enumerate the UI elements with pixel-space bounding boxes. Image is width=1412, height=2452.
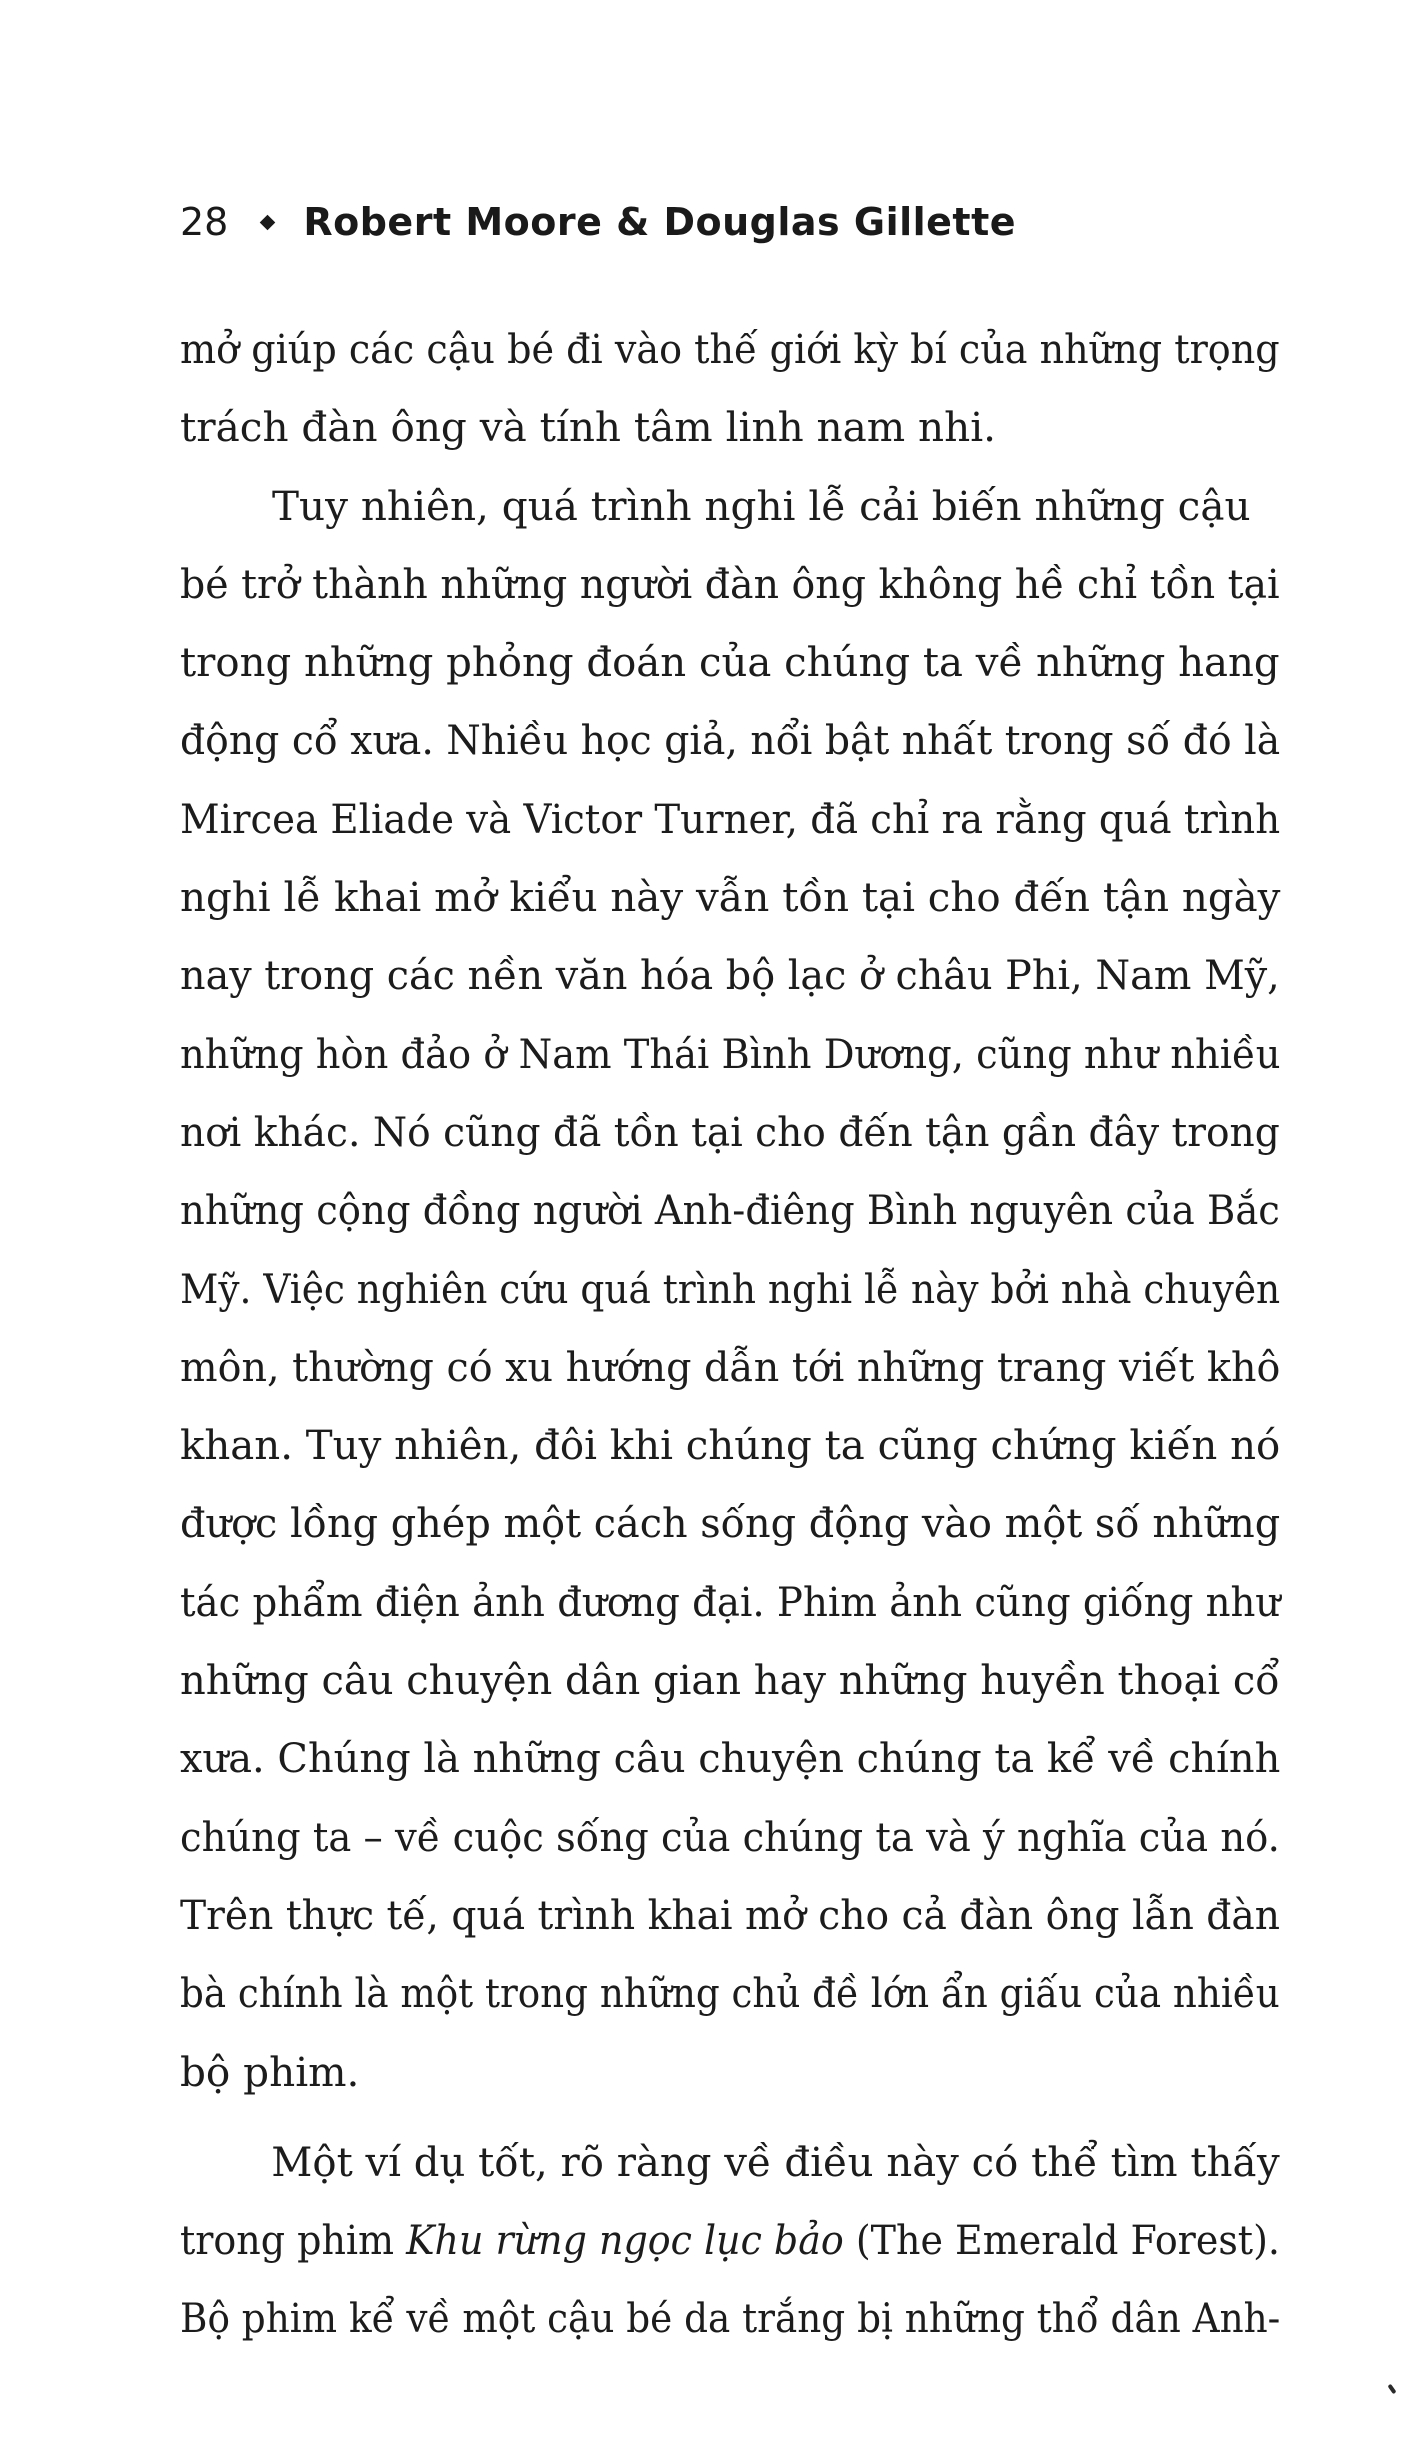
text-line: Mircea Eliade và Victor Turner, đã chỉ ra rằng quá trình xyxy=(180,794,1281,843)
text-line: những cộng đồng người Anh-điêng Bình nguyên của Bắc xyxy=(180,1186,1280,1235)
text-line: Bộ phim kể về một cậu bé da trắng bị những thổ dân Anh- xyxy=(180,2294,1281,2343)
text-line: được lồng ghép một cách sống động vào một số những xyxy=(180,1499,1281,1548)
book-authors: Robert Moore & Douglas Gillette xyxy=(303,200,1017,244)
body-text xyxy=(180,310,1280,2358)
text-line: Mỹ. Việc nghiên cứu quá trình nghi lễ này bởi nhà chuyên xyxy=(180,1264,1281,1313)
text-line: tác phẩm điện ảnh đương đại. Phim ảnh cũng giống như xyxy=(180,1577,1281,1626)
text-line: môn, thường có xu hướng dẫn tới những trang viết khô xyxy=(180,1342,1281,1391)
text-line: bé trở thành những người đàn ông không hề chỉ tồn tại xyxy=(180,559,1280,608)
text-line: Trên thực tế, quá trình khai mở cho cả đàn ông lẫn đàn xyxy=(180,1890,1281,1939)
running-header xyxy=(180,192,1016,252)
diamond-icon xyxy=(260,214,276,230)
text-line: Một ví dụ tốt, rõ ràng về điều này có thể tìm thấy xyxy=(271,2137,1280,2186)
text-line: mở giúp các cậu bé đi vào thế giới kỳ bí của những trọng xyxy=(180,325,1280,373)
text-line: khan. Tuy nhiên, đôi khi chúng ta cũng chứng kiến nó xyxy=(180,1421,1281,1470)
text-line: chúng ta – về cuộc sống của chúng ta và ý nghĩa của nó. xyxy=(180,1812,1280,1861)
text-line: Tuy nhiên, quá trình nghi lễ cải biến những cậu xyxy=(272,481,1251,530)
text-line-with-film-title xyxy=(180,2201,1280,2279)
text-line: trách đàn ông và tính tâm linh nam nhi. xyxy=(180,403,997,452)
text-line: động cổ xưa. Nhiều học giả, nổi bật nhất trong số đó là xyxy=(180,716,1281,765)
text-line: nghi lễ khai mở kiểu này vẫn tồn tại cho đến tận ngày xyxy=(180,873,1281,922)
text-line: bà chính là một trong những chủ đề lớn ẩn giấu của nhiều xyxy=(180,1969,1280,2018)
text-line: nay trong các nền văn hóa bộ lạc ở châu Phi, Nam Mỹ, xyxy=(180,951,1280,1000)
text-line: bộ phim. xyxy=(180,2047,360,2096)
film-title: Khu rừng ngọc lục bảo xyxy=(406,2216,844,2265)
paragraph-2 xyxy=(180,467,1280,2111)
text-line: trong những phỏng đoán của chúng ta về những hang xyxy=(180,638,1280,687)
text-line: những câu chuyện dân gian hay những huyền thoại cổ xyxy=(180,1656,1280,1705)
page-number: 28 xyxy=(180,200,229,244)
text-segment: trong phim xyxy=(180,2216,407,2265)
text-line: xưa. Chúng là những câu chuyện chúng ta kể về chính xyxy=(180,1734,1281,1783)
text-line: nơi khác. Nó cũng đã tồn tại cho đến tận gần đây trong xyxy=(180,1107,1280,1156)
page-edge-mark xyxy=(1387,2384,1396,2394)
text-line: những hòn đảo ở Nam Thái Bình Dương, cũng như nhiều xyxy=(180,1029,1281,1078)
paragraph-3 xyxy=(180,2123,1280,2358)
text-segment: (The Emerald Forest). xyxy=(843,2216,1280,2265)
paragraph-1 xyxy=(180,310,1280,467)
